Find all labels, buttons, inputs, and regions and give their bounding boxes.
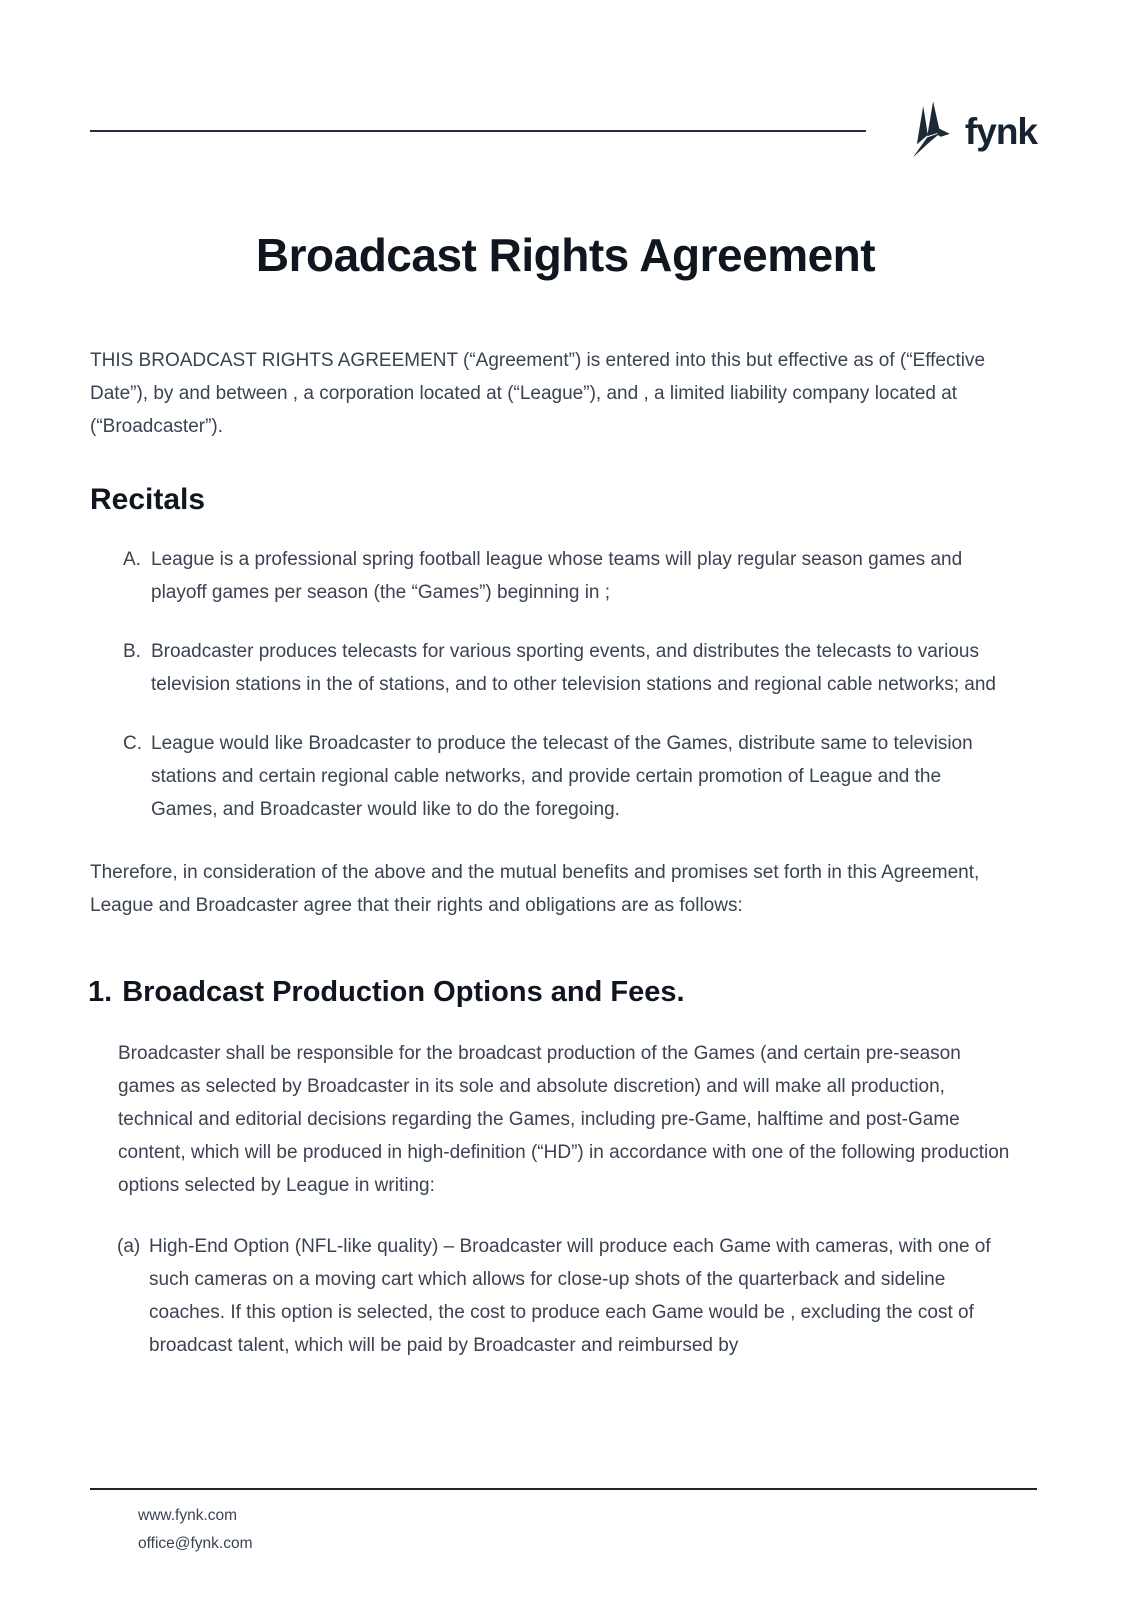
recitals-heading: Recitals bbox=[90, 483, 206, 516]
brand-wordmark: fynk bbox=[964, 110, 1037, 152]
section-1-heading bbox=[88, 976, 1131, 1009]
recital-item-a bbox=[123, 543, 1012, 609]
recital-text: League would like Broadcaster to produce the telecast of the Games, distribute same to television stations and certain regional cable networks, and provide certain promotion of League and the Games, and Broadcaster would like to do the foregoing. bbox=[151, 733, 973, 820]
recital-item-c bbox=[123, 727, 1012, 826]
origami-bird-icon bbox=[900, 99, 958, 163]
section-1-paragraph: Broadcaster shall be responsible for the broadcast production of the Games (and certain pre-season games as selected by Broadcaster in its sole and absolute discretion) and will make all production, technical and editorial decisions regarding the Games, including pre-Game, halftime and post-Game content, which will be produced in high-definition (“HD”) in accordance with one of the following production options selected by League in writing: bbox=[118, 1043, 1010, 1196]
recital-label: B. bbox=[123, 641, 141, 662]
option-text: High-End Option (NFL-like quality) – Broadcaster will produce each Game with cameras, with one of such cameras on a moving cart which allows for close-up shots of the quarterback and sideline coaches. If this option is selected, the cost to produce each Game would be , excluding the cost of broadcast talent, which will be paid by Broadcaster and reimbursed by bbox=[149, 1236, 991, 1356]
page-header bbox=[90, 96, 1037, 166]
section-number: 1. bbox=[88, 976, 113, 1008]
recital-text: Broadcaster produces telecasts for various sporting events, and distributes the telecasts to various television stations in the of stations, and to other television stations and regional cable networks; and bbox=[151, 641, 996, 695]
footer-divider bbox=[90, 1488, 1037, 1490]
therefore-paragraph: Therefore, in consideration of the above and the mutual benefits and promises set forth in this Agreement, League and Broadcaster agree that their rights and obligations are as follows: bbox=[90, 862, 980, 916]
recital-text: League is a professional spring football league whose teams will play regular season games and playoff games per season (the “Games”) beginning in ; bbox=[151, 549, 963, 603]
recital-label: A. bbox=[123, 549, 141, 570]
section-title: Broadcast Production Options and Fees. bbox=[122, 976, 685, 1008]
fynk-logo bbox=[900, 99, 1037, 163]
recital-item-b bbox=[123, 635, 1012, 701]
document-title: Broadcast Rights Agreement bbox=[255, 229, 876, 281]
intro-paragraph: THIS BROADCAST RIGHTS AGREEMENT (“Agreement”) is entered into this but effective as of (“Effective Date”), by and between , a corporation located at (“League”), and , a limited liability company located at (“Broadcaster”). bbox=[90, 350, 986, 437]
option-item-a bbox=[117, 1230, 1018, 1362]
page-footer bbox=[90, 1488, 1037, 1558]
option-label: (a) bbox=[117, 1236, 141, 1257]
header-divider bbox=[90, 130, 866, 132]
footer-website: www.fynk.com bbox=[138, 1507, 238, 1524]
recital-label: C. bbox=[123, 733, 142, 754]
footer-email: office@fynk.com bbox=[138, 1535, 253, 1552]
